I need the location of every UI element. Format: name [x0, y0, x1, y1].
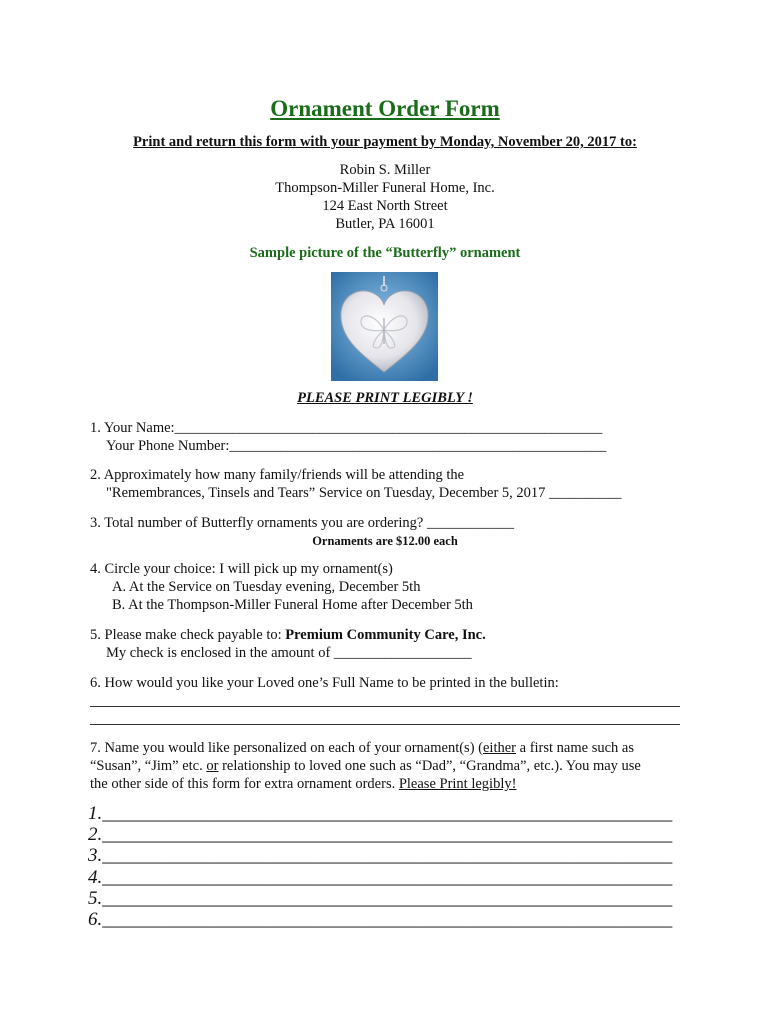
- q7-print-legibly: Please Print legibly!: [398, 776, 517, 792]
- q7-text-a: 7. Name you would like personalized on each of your ornament(s) (: [90, 740, 483, 756]
- q2-question: 2. Approximately how many family/friends will be attending the: [90, 467, 465, 483]
- address-name: Robin S. Miller: [339, 162, 431, 178]
- address-city: Butler, PA 16001: [335, 216, 435, 232]
- print-legibly-heading: PLEASE PRINT LEGIBLY !: [297, 390, 473, 406]
- q7-or: or: [206, 758, 219, 774]
- butterfly-ornament-image: [331, 272, 438, 381]
- ornament-name-entry-1[interactable]: 1.____________________________________________________________: [88, 803, 673, 824]
- address-street: 124 East North Street: [322, 198, 448, 214]
- q1-name-field[interactable]: 1. Your Name:___________________________________________________________: [90, 420, 603, 436]
- q6-answer-line-1[interactable]: [90, 706, 680, 707]
- q1-phone-field[interactable]: Your Phone Number:____________________________________________________: [106, 438, 607, 454]
- price-note: Ornaments are $12.00 each: [312, 534, 458, 548]
- q7-text-b: a first name such as: [516, 740, 634, 756]
- q5-amount-field[interactable]: My check is enclosed in the amount of ___________________: [106, 645, 472, 661]
- q4-option-a[interactable]: A. At the Service on Tuesday evening, December 5th: [112, 579, 421, 595]
- ornament-name-entry-5[interactable]: 5.____________________________________________________________: [88, 888, 673, 909]
- q6-answer-line-2[interactable]: [90, 724, 680, 725]
- ornament-name-entry-2[interactable]: 2.____________________________________________________________: [88, 824, 673, 845]
- q7-either: either: [483, 740, 517, 756]
- form-subtitle: Print and return this form with your payment by Monday, November 20, 2017 to:: [133, 134, 637, 150]
- q5-payee: Premium Community Care, Inc.: [285, 627, 486, 643]
- q7-line-3: [90, 776, 516, 793]
- q4-option-b[interactable]: B. At the Thompson-Miller Funeral Home after December 5th: [112, 597, 473, 613]
- address-company: Thompson-Miller Funeral Home, Inc.: [275, 180, 495, 196]
- form-title: Ornament Order Form: [270, 96, 500, 121]
- ornament-name-entry-6[interactable]: 6.____________________________________________________________: [88, 909, 673, 930]
- q7-text-e: the other side of this form for extra ornament orders.: [90, 776, 399, 792]
- q7-line-1: [90, 740, 634, 757]
- ornament-name-entry-4[interactable]: 4.____________________________________________________________: [88, 867, 673, 888]
- q7-line-2: [90, 758, 641, 775]
- q7-text-d: relationship to loved one such as “Dad”, “Grandma”, etc.). You may use: [218, 758, 641, 774]
- ornament-name-entry-3[interactable]: 3.____________________________________________________________: [88, 845, 673, 866]
- q6-question: 6. How would you like your Loved one’s Full Name to be printed in the bulletin:: [90, 675, 559, 691]
- q2-attendance-field[interactable]: "Remembrances, Tinsels and Tears” Service on Tuesday, December 5, 2017 __________: [106, 485, 622, 501]
- q7-text-c: “Susan”, “Jim” etc.: [90, 758, 207, 774]
- q4-question: 4. Circle your choice: I will pick up my ornament(s): [90, 561, 393, 577]
- q3-ornament-count-field[interactable]: 3. Total number of Butterfly ornaments you are ordering? ____________: [90, 515, 514, 531]
- q5-payable-line: [90, 627, 486, 644]
- sample-caption: Sample picture of the “Butterfly” ornament: [249, 245, 521, 261]
- q5-label: 5. Please make check payable to:: [90, 627, 286, 643]
